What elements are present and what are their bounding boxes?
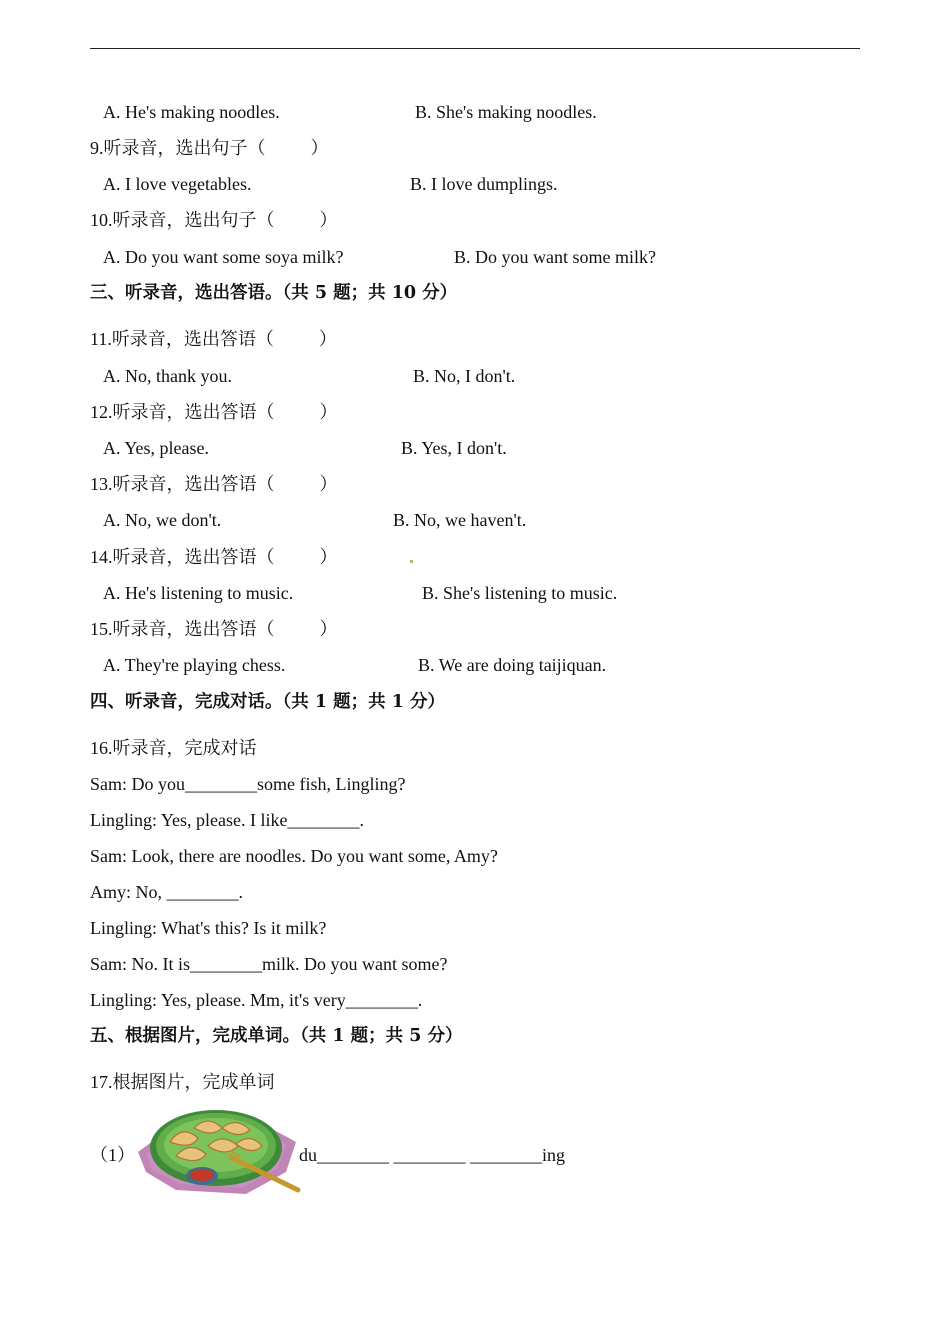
dialogue-line: Lingling: Yes, please. I like________. — [90, 810, 364, 830]
dialogue-line: Lingling: What's this? Is it milk? — [90, 918, 327, 938]
q12-option-b: B. Yes, I don't. — [401, 438, 507, 458]
dialogue-line: Sam: Do you________some fish, Lingling? — [90, 774, 406, 794]
q13-option-a: A. No, we don't. — [103, 510, 222, 530]
q17-item-label: （1） — [90, 1145, 135, 1165]
q16-stem: 16.听录音，完成对话 — [90, 738, 257, 758]
q12-stem: 12.听录音，选出答语（ ） — [90, 402, 338, 422]
q14-option-b: B. She's listening to music. — [422, 583, 618, 603]
q12-option-a: A. Yes, please. — [103, 438, 209, 458]
q8-option-a: A. He's making noodles. — [103, 102, 280, 122]
q13-stem: 13.听录音，选出答语（ ） — [90, 474, 338, 494]
q17-word-blank: du________ ________ ________ing — [299, 1145, 566, 1165]
q17-stem: 17.根据图片，完成单词 — [90, 1072, 275, 1092]
q11-option-b: B. No, I don't. — [413, 366, 516, 386]
q9-option-b: B. I love dumplings. — [410, 174, 558, 194]
q9-option-a: A. I love vegetables. — [103, 174, 252, 194]
q15-stem: 15.听录音，选出答语（ ） — [90, 619, 338, 639]
section-3-heading: 三、听录音，选出答语。（共 5 题；共 10 分） — [90, 283, 458, 303]
q10-stem: 10.听录音，选出句子（ ） — [90, 210, 338, 230]
section-4-heading: 四、听录音，完成对话。（共 1 题；共 1 分） — [90, 692, 445, 712]
section-5-heading: 五、根据图片，完成单词。（共 1 题；共 5 分） — [90, 1026, 463, 1046]
q15-option-a: A. They're playing chess. — [103, 655, 286, 675]
dumplings-plate-image — [136, 1102, 302, 1196]
q8-option-b: B. She's making noodles. — [415, 102, 597, 122]
dialogue-line: Sam: Look, there are noodles. Do you want some, Amy? — [90, 846, 498, 866]
q11-option-a: A. No, thank you. — [103, 366, 232, 386]
q15-option-b: B. We are doing taijiquan. — [418, 655, 607, 675]
speck-mark — [410, 560, 413, 563]
q14-stem: 14.听录音，选出答语（ ） — [90, 547, 338, 567]
q10-option-b: B. Do you want some milk? — [454, 247, 656, 267]
dialogue-line: Amy: No, ________. — [90, 882, 243, 902]
q13-option-b: B. No, we haven't. — [393, 510, 527, 530]
q11-stem: 11.听录音，选出答语（ ） — [90, 329, 337, 349]
q14-option-a: A. He's listening to music. — [103, 583, 294, 603]
dialogue-line: Lingling: Yes, please. Mm, it's very________. — [90, 990, 423, 1010]
dialogue-line: Sam: No. It is________milk. Do you want some? — [90, 954, 448, 974]
q9-stem: 9.听录音，选出句子（ ） — [90, 138, 329, 158]
q10-option-a: A. Do you want some soya milk? — [103, 247, 344, 267]
header-rule — [90, 48, 860, 49]
